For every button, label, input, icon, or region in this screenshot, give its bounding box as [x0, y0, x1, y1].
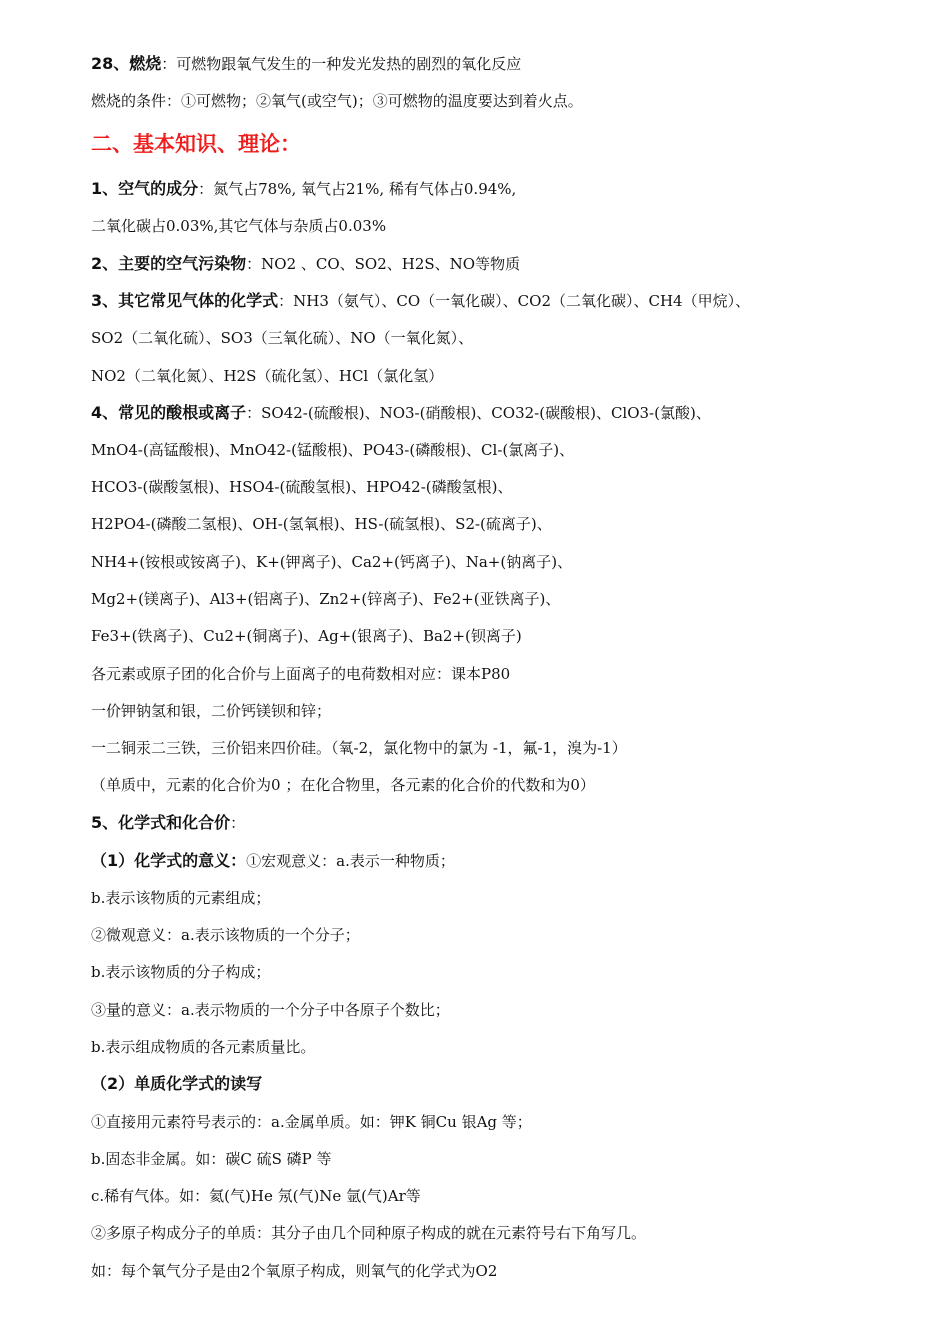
item-28-definition: ：可燃物跟氧气发生的一种发光发热的剧烈的氧化反应: [161, 55, 522, 73]
elemental-formula-line: ①直接用元素符号表示的：a.金属单质。如：钾K 铜Cu 银Ag 等；: [91, 1113, 532, 1131]
elemental-formula-line: 如：每个氧气分子是由2个氧原子构成，则氧气的化学式为O2: [91, 1262, 498, 1280]
formula-valence-colon: ：: [230, 814, 246, 832]
air-pollutants-text: ：NO2 、CO、SO2、H2S、NO等物质: [246, 255, 521, 273]
formula-meaning-line: ③量的意义：a.表示物质的一个分子中各原子个数比；: [91, 1001, 450, 1019]
valence-rhyme-2: 一二铜汞二三铁，三价铝来四价硅。（氧-2，氯化物中的氯为 -1，氟-1，溴为-1）: [91, 739, 627, 757]
elemental-formula-line: ②多原子构成分子的单质：其分子由几个同种原子构成的就在元素符号右下角写几。: [91, 1224, 647, 1242]
formula-meaning-line: b.表示该物质的分子构成；: [91, 963, 271, 981]
formula-meaning-line: b.表示该物质的元素组成；: [91, 889, 271, 907]
ions-line: MnO4-(高锰酸根)、MnO42-(锰酸根)、PO43-(磷酸根)、Cl-(氯离子)、: [91, 441, 575, 459]
section-2-heading: 二、基本知识、理论：: [91, 132, 301, 156]
elemental-formula-line: c.稀有气体。如：氦(气)He 氖(气)Ne 氩(气)Ar等: [91, 1187, 421, 1205]
acid-radicals-ions: [91, 403, 711, 423]
air-pollutants-term: 2、主要的空气污染物: [91, 254, 247, 273]
formula-valence-heading: [91, 813, 245, 833]
ions-line: H2PO4-(磷酸二氢根)、OH-(氢氧根)、HS-(硫氢根)、S2-(硫离子)、: [91, 515, 552, 533]
air-composition: [91, 179, 516, 199]
gas-formulas-text: ：NH3（氨气）、CO（一氧化碳）、CO2（二氧化碳）、CH4（甲烷）、: [278, 292, 751, 310]
valence-note: 各元素或原子团的化合价与上面离子的电荷数相对应：课本P80: [91, 665, 511, 683]
ions-line: Mg2+(镁离子)、Al3+(铝离子)、Zn2+(锌离子)、Fe2+(亚铁离子)、: [91, 590, 561, 608]
formula-meaning-text: ①宏观意义：a.表示一种物质；: [246, 852, 455, 870]
gas-formulas: [91, 291, 750, 311]
gas-formulas-line-2: SO2（二氧化硫）、SO3（三氧化硫）、NO（一氧化氮）、: [91, 329, 474, 347]
elemental-formula-line: b.固态非金属。如：碳C 硫S 磷P 等: [91, 1150, 332, 1168]
formula-meaning-line: b.表示组成物质的各元素质量比。: [91, 1038, 316, 1056]
elemental-formula-heading: （2）单质化学式的读写: [91, 1074, 263, 1093]
air-composition-cont: 二氧化碳占0.03%,其它气体与杂质占0.03%: [91, 217, 387, 235]
acid-radicals-text: ：SO42-(硫酸根)、NO3-(硝酸根)、CO32-(碳酸根)、ClO3-(氯酸)、: [246, 404, 711, 422]
gas-formulas-term: 3、其它常见气体的化学式: [91, 291, 279, 310]
air-pollutants: [91, 254, 520, 274]
ions-line: NH4+(铵根或铵离子)、K+(钾离子)、Ca2+(钙离子)、Na+(钠离子)、: [91, 553, 573, 571]
ions-line: HCO3-(碳酸氢根)、HSO4-(硫酸氢根)、HPO42-(磷酸氢根)、: [91, 478, 513, 496]
air-composition-text: ：氮气占78%, 氧气占21%, 稀有气体占0.94%,: [198, 180, 517, 198]
ions-line: Fe3+(铁离子)、Cu2+(铜离子)、Ag+(银离子)、Ba2+(钡离子): [91, 627, 522, 645]
air-composition-term: 1、空气的成分: [91, 179, 199, 198]
item-28-term: 28、燃烧: [91, 54, 162, 73]
formula-meaning-term: （1）化学式的意义：: [91, 851, 247, 870]
formula-meaning-line: ②微观意义：a.表示该物质的一个分子；: [91, 926, 360, 944]
valence-rule: （单质中，元素的化合价为0 ；在化合物里，各元素的化合价的代数和为0）: [91, 776, 595, 794]
combustion-conditions: 燃烧的条件：①可燃物；②氧气(或空气)；③可燃物的温度要达到着火点。: [91, 92, 583, 110]
item-28-combustion: [91, 54, 521, 74]
formula-meaning: [91, 851, 455, 871]
gas-formulas-line-3: NO2（二氧化氮）、H2S（硫化氢）、HCl（氯化氢）: [91, 367, 444, 385]
valence-rhyme-1: 一价钾钠氢和银，二价钙镁钡和锌；: [91, 702, 332, 720]
acid-radicals-term: 4、常见的酸根或离子: [91, 403, 247, 422]
formula-valence-term: 5、化学式和化合价: [91, 813, 231, 832]
